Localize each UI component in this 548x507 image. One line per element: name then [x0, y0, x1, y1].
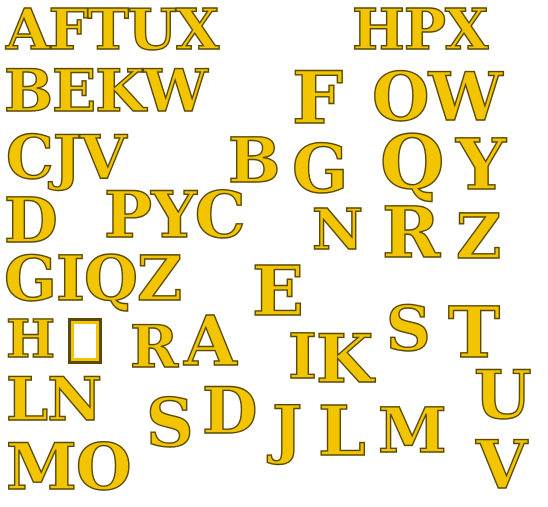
letter-r-row4: R — [382, 191, 440, 274]
letter-i-row6: I — [288, 320, 317, 393]
letter-j-row7: J — [272, 392, 302, 467]
letter-l-row7: L — [318, 392, 365, 472]
letter-d-row7: D — [202, 374, 257, 449]
letter-m-row7: M — [378, 394, 446, 467]
letters-hpx: HPX — [352, 0, 488, 63]
letters-bekw: BEKW — [4, 57, 207, 125]
letter-s-row7: S — [146, 384, 193, 462]
letter-n-row4: N — [312, 197, 363, 263]
letters-cjv: CJV — [6, 123, 126, 193]
letter-v-row8: V — [476, 426, 527, 504]
letters-ln: LN — [6, 365, 102, 435]
letters-ow: OW — [372, 58, 502, 136]
letter-s-row6: S — [386, 292, 430, 365]
letter-g-row3: G — [292, 130, 348, 208]
letter-u-row7: U — [474, 356, 531, 434]
letter-d-row4: D — [4, 184, 57, 257]
letters-mo: MO — [6, 430, 131, 505]
letter-z-row4: Z — [456, 200, 501, 273]
letter-f-row2: F — [292, 55, 343, 140]
letter-a-row6: A — [184, 302, 236, 382]
letter-b-row3: B — [228, 124, 280, 197]
letter-h-row6: H — [6, 309, 55, 370]
letters-aftux: AFTUX — [6, 0, 219, 63]
letter-t-row6: T — [448, 291, 500, 374]
letter-y-row3: Y — [456, 123, 505, 206]
letter-e-row5: E — [252, 252, 303, 332]
letter-q-row3: Q — [380, 120, 444, 206]
letters-giqz: GIQZ — [4, 242, 182, 315]
letters-pyc: PYC — [104, 178, 245, 253]
letter-r-row6: R — [130, 313, 178, 381]
empty-box-glyph — [68, 318, 102, 364]
letter-k-row6: K — [316, 320, 373, 398]
